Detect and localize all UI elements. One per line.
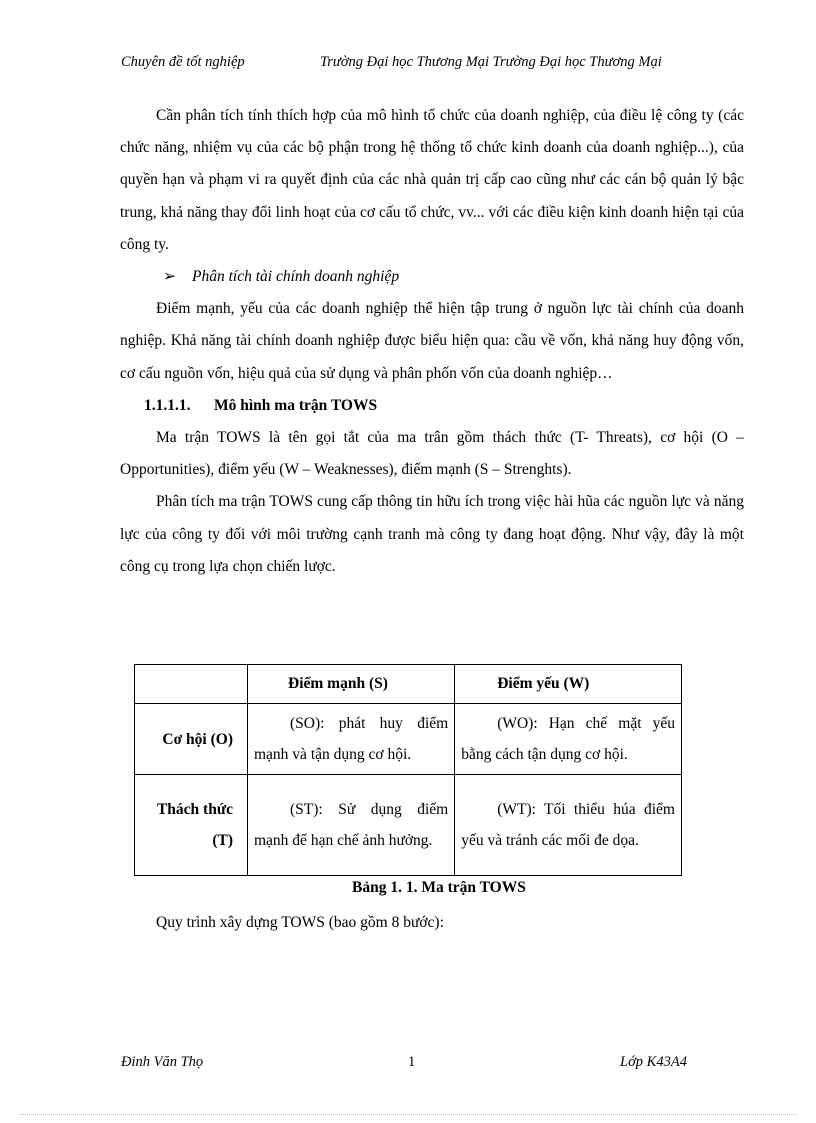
cell-wt: (WT): Tối thiểu húa điểm yếu và tránh các mối đe dọa. bbox=[455, 775, 682, 876]
footer-page-number: 1 bbox=[408, 1054, 416, 1070]
row-header-threats: Thách thức (T) bbox=[135, 775, 248, 876]
table-corner-cell bbox=[135, 665, 248, 704]
row-header-opportunities: Cơ hội (O) bbox=[135, 704, 248, 775]
table-row-threats bbox=[135, 775, 682, 876]
arrow-bullet-icon: ➢ bbox=[163, 268, 176, 286]
section-title: Mô hình ma trận TOWS bbox=[214, 396, 378, 414]
paragraph-3: Ma trận TOWS là tên gọi tắt của ma trân gồm thách thức (T- Threats), cơ hội (O – Opportunities), điểm yếu (W – Weaknesses), điểm mạnh (S – Strenghts). bbox=[120, 429, 744, 479]
bullet-text: Phân tích tài chính doanh nghiệp bbox=[192, 268, 400, 286]
cell-wo: (WO): Hạn chế mặt yếu bằng cách tận dụng cơ hội. bbox=[455, 704, 682, 775]
page-bottom-divider bbox=[20, 1114, 796, 1115]
cell-st: (ST): Sử dụng điểm mạnh để hạn chế ảnh hưởng. bbox=[248, 775, 455, 876]
document-body bbox=[120, 100, 744, 583]
column-header-strengths: Điểm mạnh (S) bbox=[248, 665, 455, 704]
paragraph-2: Điểm mạnh, yếu của các doanh nghiệp thể hiện tập trung ở nguồn lực tài chính của doanh nghiệp. Khả năng tài chính doanh nghiệp được biểu hiện qua: cầu về vốn, khả năng huy động vốn, cơ cấu nguồn vốn, hiệu quả của sử dụng và phân phốn vốn của doanh nghiệp… bbox=[120, 300, 744, 382]
column-header-weaknesses: Điểm yếu (W) bbox=[455, 665, 682, 704]
tows-matrix-table bbox=[134, 664, 682, 876]
bullet-item bbox=[120, 261, 744, 293]
footer-author: Đinh Văn Thọ bbox=[121, 1054, 204, 1070]
section-heading bbox=[120, 390, 744, 422]
paragraph-after-table: Quy trình xây dựng TOWS (bao gồm 8 bước): bbox=[156, 914, 444, 931]
table-header-row bbox=[135, 665, 682, 704]
paragraph-4: Phân tích ma trận TOWS cung cấp thông tin hữu ích trong việc hài hũa các nguồn lực và năng lực của công ty đối với môi trường cạnh tranh mà công ty đang hoạt động. Như vậy, đây là một công cụ trong lựa chọn chiến lược. bbox=[120, 493, 744, 575]
cell-so: (SO): phát huy điểm mạnh và tận dụng cơ hội. bbox=[248, 704, 455, 775]
header-right: Trường Đại học Thương Mại Trường Đại học Thương Mại bbox=[320, 54, 662, 70]
section-number: 1.1.1.1. bbox=[144, 396, 191, 414]
table-caption: Bảng 1. 1. Ma trận TOWS bbox=[352, 879, 526, 896]
header-left: Chuyên đề tốt nghiệp bbox=[121, 54, 245, 70]
table-row-opportunities bbox=[135, 704, 682, 775]
footer-class: Lớp K43A4 bbox=[620, 1054, 687, 1070]
paragraph-1: Cần phân tích tính thích hợp của mô hình tổ chức của doanh nghiệp, của điều lệ công ty (các chức năng, nhiệm vụ của các bộ phận trong hệ thống tổ chức kinh doanh của doanh nghiệp...), của quyền hạn và phạm vi ra quyết định của các nhà quản trị cấp cao cũng như các cán bộ quản lý bậc trung, khả năng thay đổi linh hoạt của cơ cấu tổ chức, vv... với các điều kiện kinh doanh hiện tại của công ty. bbox=[120, 107, 744, 253]
